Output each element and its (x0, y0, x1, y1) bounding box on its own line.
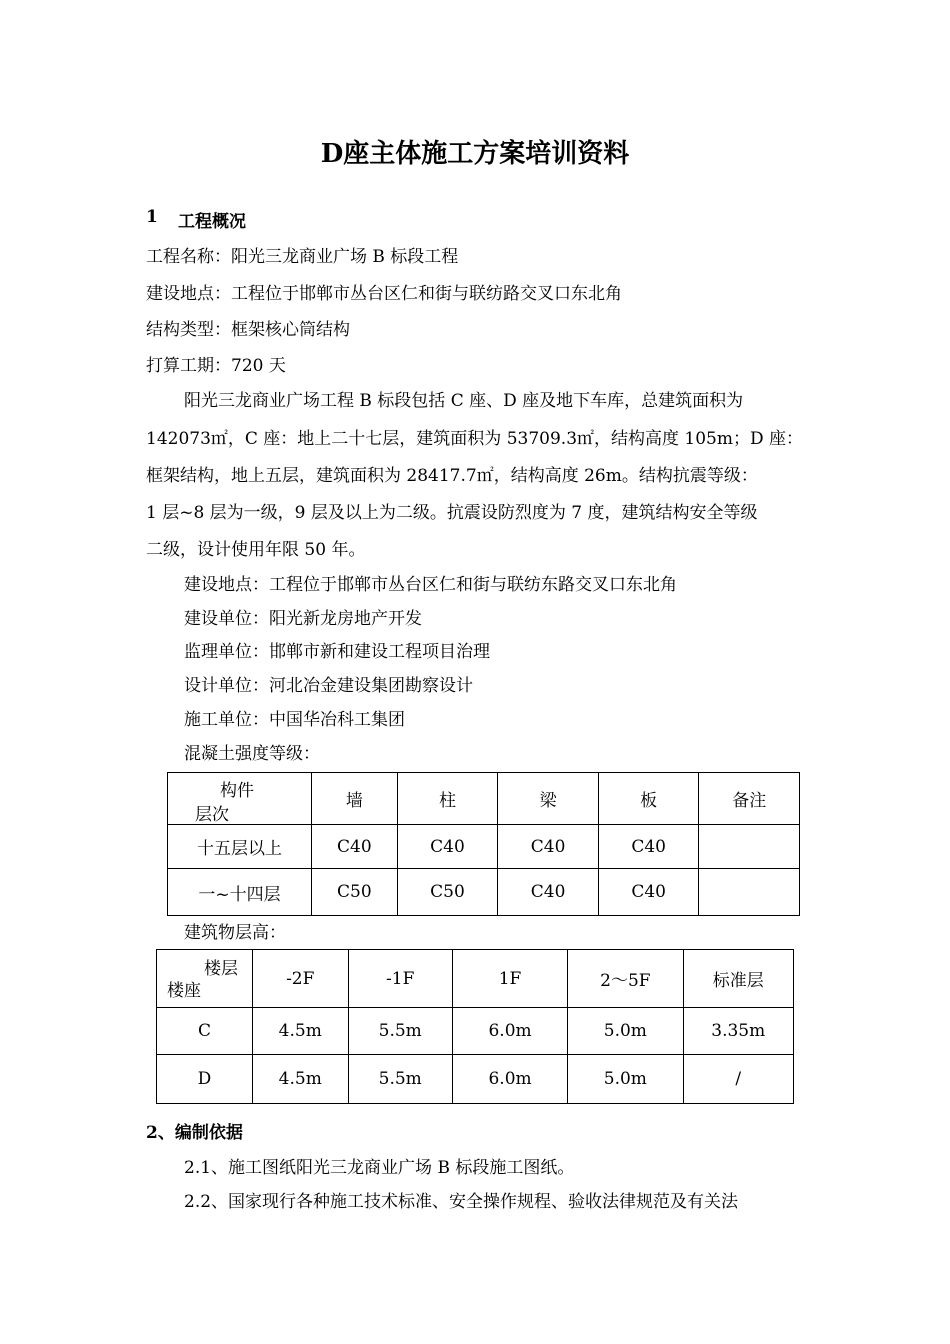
concrete-grade-caption: 混凝土强度等级： (184, 744, 320, 764)
table-cell: C40 (498, 869, 599, 916)
table-row (168, 869, 800, 916)
table-cell: 5.0m (568, 1008, 683, 1055)
table-cell: 4.5m (253, 1055, 349, 1104)
row-label: 一~十四层 (168, 869, 312, 916)
column-header: 1F (452, 950, 567, 1008)
schedule-line: 打算工期：720 天 (146, 356, 286, 376)
section-1-heading: 工程概况 (178, 212, 246, 232)
supervisor-line: 监理单位：邯郸市新和建设工程项目治理 (184, 642, 490, 662)
basis-item-1: 2.1、施工图纸阳光三龙商业广场 B 标段施工图纸。 (184, 1158, 575, 1178)
corner-label-top: 楼层 (204, 959, 238, 979)
column-header: 墙 (312, 773, 398, 825)
floor-height-caption: 建筑物层高： (184, 923, 286, 943)
structure-type-line: 结构类型：框架核心筒结构 (146, 320, 350, 340)
row-label: C (157, 1008, 253, 1055)
table-header-row (168, 773, 800, 825)
corner-label-bottom: 层次 (195, 805, 229, 825)
table-cell: C40 (598, 825, 699, 869)
column-header: -1F (348, 950, 452, 1008)
column-header: 梁 (498, 773, 599, 825)
project-name-line: 工程名称：阳光三龙商业广场 B 标段工程 (146, 247, 459, 267)
table-row (157, 1055, 794, 1104)
developer-line: 建设单位：阳光新龙房地产开发 (184, 609, 422, 629)
table-row (157, 1008, 794, 1055)
overview-paragraph-line-5: 二级，设计使用年限 50 年。 (146, 540, 366, 560)
table-cell: 6.0m (452, 1055, 567, 1104)
table-corner-cell (168, 773, 312, 825)
floor-height-table (156, 949, 794, 1104)
contractor-line: 施工单位：中国华冶科工集团 (184, 710, 405, 730)
overview-paragraph-line-1: 阳光三龙商业广场工程 B 标段包括 C 座、D 座及地下车库，总建筑面积为 (184, 391, 744, 411)
table-cell: 5.0m (568, 1055, 683, 1104)
table-cell: C40 (498, 825, 599, 869)
section-1-number: 1 (146, 207, 158, 227)
table-row (168, 825, 800, 869)
table-cell: C50 (397, 869, 498, 916)
table-cell: 6.0m (452, 1008, 567, 1055)
overview-paragraph-line-3: 框架结构，地上五层，建筑面积为 28417.7㎡，结构高度 26m。结构抗震等级： (146, 466, 758, 486)
table-header-row (157, 950, 794, 1008)
basis-item-2: 2.2、国家现行各种施工技术标准、安全操作规程、验收法律规范及有关法 (184, 1192, 739, 1212)
column-header: 板 (598, 773, 699, 825)
overview-paragraph-line-2: 142073㎡，C 座：地上二十七层，建筑面积为 53709.3㎡，结构高度 105m；D 座： (146, 429, 804, 449)
column-header: -2F (253, 950, 349, 1008)
designer-line: 设计单位：河北冶金建设集团勘察设计 (184, 676, 473, 696)
corner-label-bottom: 楼座 (167, 981, 201, 1001)
corner-label-top: 构件 (220, 781, 254, 801)
table-corner-cell (157, 950, 253, 1008)
table-cell: 5.5m (348, 1008, 452, 1055)
table-cell: C40 (397, 825, 498, 869)
table-cell (699, 869, 800, 916)
row-label: D (157, 1055, 253, 1104)
table-cell: 5.5m (348, 1055, 452, 1104)
table-cell: 4.5m (253, 1008, 349, 1055)
table-cell: 3.35m (683, 1008, 794, 1055)
site-address-line: 建设地点：工程位于邯郸市丛台区仁和街与联纺东路交叉口东北角 (184, 575, 677, 595)
document-title: D座主体施工方案培训资料 (320, 139, 630, 169)
row-label: 十五层以上 (168, 825, 312, 869)
section-2-heading: 2、编制依据 (146, 1123, 243, 1143)
table-cell: / (683, 1055, 794, 1104)
column-header: 2～5F (568, 950, 683, 1008)
table-cell: C50 (312, 869, 398, 916)
site-location-line: 建设地点：工程位于邯郸市丛台区仁和街与联纺路交叉口东北角 (146, 284, 622, 304)
column-header: 柱 (397, 773, 498, 825)
overview-paragraph-line-4: 1 层~8 层为一级，9 层及以上为二级。抗震设防烈度为 7 度，建筑结构安全等级 (146, 503, 758, 523)
table-cell: C40 (598, 869, 699, 916)
table-cell (699, 825, 800, 869)
column-header: 标准层 (683, 950, 794, 1008)
table-cell: C40 (312, 825, 398, 869)
column-header: 备注 (699, 773, 800, 825)
concrete-strength-table (167, 772, 800, 916)
